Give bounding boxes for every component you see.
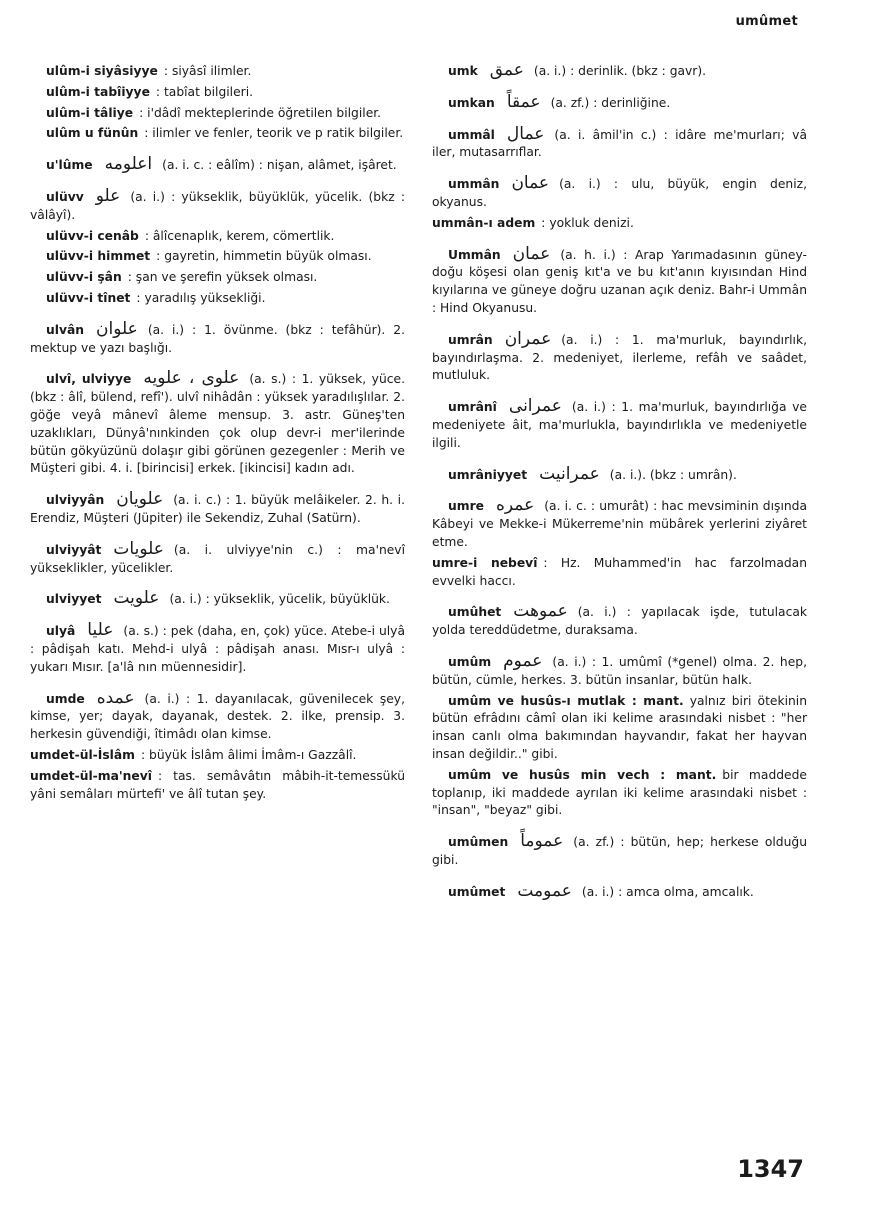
entry-definition: : büyük İslâm âlimi İmâm-ı Gazzâlî. — [141, 747, 357, 762]
entry-arabic-script: عمره — [495, 495, 535, 516]
entry-headword: ulviyyân — [46, 493, 105, 508]
entry-headword: ulüvv-i himmet — [46, 249, 151, 264]
dictionary-entry — [30, 491, 405, 528]
entry-arabic-script: عمال — [506, 123, 545, 144]
entry-arabic-script: علويت — [113, 588, 160, 609]
entry-definition: : yokluk denizi. — [541, 215, 634, 230]
dictionary-entry — [432, 328, 807, 385]
dictionary-entry — [30, 185, 405, 225]
dictionary-entry — [432, 650, 807, 690]
entry-arabic-script: عموهت — [513, 601, 568, 622]
entry-headword: ulüvv-i tînet — [46, 290, 131, 305]
entry-arabic-script: اعلومه — [104, 154, 153, 175]
dictionary-entry — [432, 497, 807, 551]
dictionary-entry — [30, 227, 405, 246]
entry-headword: ummân — [448, 177, 500, 192]
entry-definition: (a. h. i.) : Arap Yarımadasının güney-doğu köşesi olan geniş kıt'a ve bu kıt'anın kıyısından Hind kıyılarına ve güneye doğru uzanan açık deniz. Bahr-i Ummân : Hind Okyanusu. — [432, 247, 807, 315]
entry-headword: ulûm u fünûn — [46, 126, 139, 141]
dictionary-entry — [30, 687, 405, 744]
entry-definition: (a. s.) : 1. yüksek, yüce. (bkz : âlî, bülend, refî'). ulvî nihâdân : yüksek yaradılışlılar. 2. göğe veyâ mânevî âleme mensup. 3. astr. Güneş'ten uzaklıkları, Dünyâ'nınkinden çok olup devr-i mer'ilerinde bütün gökyüzünü dolaşır gibi görünen gezegenler : Merih ve Müşteri gibi. 4. i. [birincisi] erkek. [ikincisi] kadın adı. — [30, 372, 405, 476]
entry-arabic-script: عمرانيت — [539, 463, 600, 484]
entry-definition: : tabîat bilgileri. — [155, 84, 254, 99]
dictionary-entry — [30, 622, 405, 676]
entry-definition: : âlîcenaplık, kerem, cömertlik. — [144, 228, 335, 243]
entry-arabic-script: عمومت — [517, 880, 572, 901]
dictionary-entry — [432, 463, 807, 485]
entry-definition: (a. i.) : ulu, büyük, engin deniz, okyanus. — [432, 177, 807, 209]
entry-definition: : tas. semâvâtın mâbih-it-temessükü yâni semâları mürtefi' ve âlî tutan şey. — [30, 768, 405, 801]
dictionary-entry — [432, 91, 807, 113]
dictionary-entry — [432, 554, 807, 591]
entry-definition: (a. i. c.) : 1. büyük melâikeler. 2. h. i. Erendiz, Müşteri (Jüpiter) ile Sekendiz, Zuhal (Satürn). — [30, 493, 405, 525]
entry-arabic-script: علويان — [116, 489, 164, 510]
dictionary-entry — [30, 156, 405, 175]
entry-definition: (a. i.). (bkz : umrân). — [609, 467, 737, 482]
dictionary-entry — [30, 62, 405, 81]
entry-headword: umre-i nebevî — [432, 555, 538, 570]
entry-headword: umûmet — [448, 884, 506, 899]
entry-headword: umkan — [448, 95, 495, 110]
guide-word: umûmet — [735, 14, 798, 29]
entry-definition: (a. i.) : 1. umûmî (*genel) olma. 2. hep, bütün, cümle, herkes. 3. bütün insanlar, bütün halk. — [432, 654, 807, 687]
entry-definition: : Hz. Muhammed'in hac farzolmadan evvelki haccı. — [432, 555, 808, 588]
entry-headword: umrâniyyet — [448, 467, 528, 482]
entry-headword: umûm — [448, 654, 492, 669]
entry-definition: (a. s.) : pek (daha, en, çok) yüce. Atebe-i ulyâ : pâdişah katı. Mehd-i ulyâ : pâdişah anası. Mısr-ı ulyâ : yukarı Mısır. [a'lâ nın müennesidir]. — [30, 624, 405, 674]
entry-arabic-script: عمران — [504, 328, 552, 349]
dictionary-entry — [432, 398, 807, 452]
entry-definition: (a. i.) : amca olma, amcalık. — [581, 884, 754, 899]
dictionary-entry — [30, 289, 405, 308]
entry-arabic-script: عمان — [512, 243, 551, 264]
entry-definition: yalnız biri ötekinin bütün efrâdını câmî olan iki kelime arasındaki nisbet : "her insan canlı olma bakımından hayvandır, fakat her hayvan insan değildir.." gibi. — [432, 693, 808, 761]
entry-headword: umk — [448, 64, 478, 78]
dictionary-entry — [432, 880, 807, 902]
entry-arabic-script: عمرانى — [508, 396, 562, 417]
entry-definition: (a. i.) : yükseklik, yücelik, büyüklük. — [169, 592, 390, 607]
dictionary-entry — [30, 538, 405, 578]
entry-definition: (a. i.) : 1. dayanılacak, güvenilecek şey, kimse, yer; dayak, dayanak, destek. 2. ilke, prensip. 3. herkesin güvendiği, îtimâdı olan kimse. — [30, 691, 405, 742]
entry-headword: umûm ve husûs-ı mutlak : mant. — [448, 693, 684, 708]
entry-definition: (a. i.) : 1. ma'murluk, bayındırlık, bayındırlaşma. 2. medeniyet, ilerleme, refâh ve saâdet, mutluluk. — [432, 332, 807, 383]
page-number: 1347 — [737, 1155, 804, 1183]
entry-arabic-script: عمق — [489, 60, 524, 80]
dictionary-entry — [30, 124, 405, 143]
dictionary-entry — [432, 175, 807, 212]
entry-headword: umrânî — [448, 400, 497, 415]
entry-headword: umûmen — [448, 835, 509, 850]
dictionary-entry — [30, 104, 405, 123]
entry-headword: umde — [46, 691, 85, 706]
entry-definition: : gayretin, himmetin büyük olması. — [156, 249, 372, 264]
entry-headword: ulûm-i siyâsiyye — [46, 64, 158, 78]
entry-arabic-script: عمان — [511, 173, 550, 194]
dictionary-entry — [432, 62, 807, 81]
entry-definition: (a. i.) : yükseklik, büyüklük, yücelik. (bkz : vâlâyî). — [30, 189, 405, 222]
left-column — [30, 62, 405, 805]
entry-definition: : yaradılış yüksekliği. — [136, 290, 266, 305]
entry-arabic-script: عموم — [503, 650, 543, 671]
entry-arabic-script: علو — [95, 185, 121, 206]
entry-headword: ulyâ — [46, 624, 76, 639]
entry-headword: Ummân — [448, 247, 501, 262]
entry-definition: (a. i.) : derinlik. (bkz : gavr). — [533, 64, 707, 78]
entry-arabic-script: علويات — [113, 538, 164, 559]
dictionary-entry — [432, 603, 807, 640]
entry-headword: ulüvv-i cenâb — [46, 228, 139, 243]
dictionary-entry — [30, 247, 405, 266]
dictionary-entry — [432, 123, 807, 163]
entry-headword: ummâl — [448, 127, 495, 142]
entry-definition: (a. i.) : yapılacak işde, tutulacak yolda tereddüdetme, duraksama. — [432, 605, 807, 638]
entry-headword: ulüvv — [46, 189, 84, 204]
entry-headword: umûm ve husûs min vech : mant. — [448, 767, 717, 782]
entry-definition: : siyâsî ilimler. — [163, 64, 252, 78]
dictionary-entry — [30, 318, 405, 358]
dictionary-entry — [432, 833, 807, 870]
dictionary-entry — [30, 83, 405, 102]
entry-headword: ulûm-i tâliye — [46, 105, 134, 120]
entry-definition: : i'dâdî mekteplerinde öğretilen bilgiler. — [139, 105, 382, 120]
entry-headword: ulûm-i tabîiyye — [46, 84, 150, 99]
entry-definition: (a. i. c. : eâlîm) : nişan, alâmet, işâret. — [162, 158, 397, 173]
entry-definition: (a. i.) : 1. övünme. (bkz : tefâhür). 2. mektup ve yazı başlığı. — [30, 322, 405, 355]
entry-headword: umûhet — [448, 605, 502, 620]
entry-arabic-script: عمقاً — [506, 91, 541, 112]
dictionary-entry — [432, 692, 807, 764]
entry-headword: ulviyyât — [46, 542, 102, 557]
dictionary-entry — [30, 746, 405, 765]
entry-headword: umdet-ül-ma'nevî — [30, 768, 152, 783]
entry-definition: : ilimler ve fenler, teorik ve p ratik bilgiler. — [144, 126, 404, 141]
right-column — [432, 62, 807, 903]
dictionary-entry — [432, 766, 807, 820]
entry-definition: (a. zf.) : derinliğine. — [550, 95, 671, 110]
entry-arabic-script: عموماً — [520, 831, 564, 852]
dictionary-entry — [432, 214, 807, 233]
entry-headword: ummân-ı adem — [432, 215, 536, 230]
entry-headword: umdet-ül-İslâm — [30, 747, 135, 762]
entry-headword: ulvân — [46, 322, 85, 337]
entry-definition: (a. i.) : 1. ma'murluk, bayındırlığa ve medeniyete âit, ma'murlukla, bayındırlıkla ve medeniyetle ilgili. — [432, 400, 807, 450]
entry-headword: ulviyyet — [46, 592, 102, 607]
entry-definition: : şan ve şerefin yüksek olması. — [127, 270, 318, 285]
entry-arabic-script: علوان — [96, 318, 138, 339]
entry-arabic-script: عمده — [96, 687, 135, 708]
entry-definition: bir maddede toplanıp, iki maddede ayrılan iki kelime arasındaki nisbet : "insan", "beyaz" gibi. — [432, 767, 807, 818]
dictionary-entry — [432, 243, 807, 318]
entry-headword: ulüvv-i şân — [46, 270, 122, 285]
entry-arabic-script: علوى ، علويه — [143, 368, 240, 389]
entry-definition: (a. i. c. : umurât) : hac mevsiminin dışında Kâbeyi ve Mekke-i Mükerreme'nin mübârek yerlerini ziyâret etme. — [432, 499, 807, 549]
dictionary-entry — [30, 767, 405, 804]
dictionary-entry — [30, 370, 405, 478]
entry-arabic-script: عليا — [87, 620, 114, 641]
entry-headword: ulvî, ulviyye — [46, 372, 132, 387]
dictionary-entry — [30, 268, 405, 287]
entry-definition: (a. i. ulviyye'nin c.) : ma'nevî yükseklikler, yücelikler. — [30, 542, 405, 575]
dictionary-entry — [30, 590, 405, 609]
entry-headword: umre — [448, 499, 484, 514]
entry-definition: (a. zf.) : bütün, hep; herkese olduğu gibi. — [432, 835, 807, 867]
entry-headword: u'lûme — [46, 158, 93, 173]
entry-headword: umrân — [448, 332, 493, 347]
entry-definition: (a. i. âmil'in c.) : idâre me'murları; vâ iler, mutasarrıflar. — [432, 127, 807, 160]
